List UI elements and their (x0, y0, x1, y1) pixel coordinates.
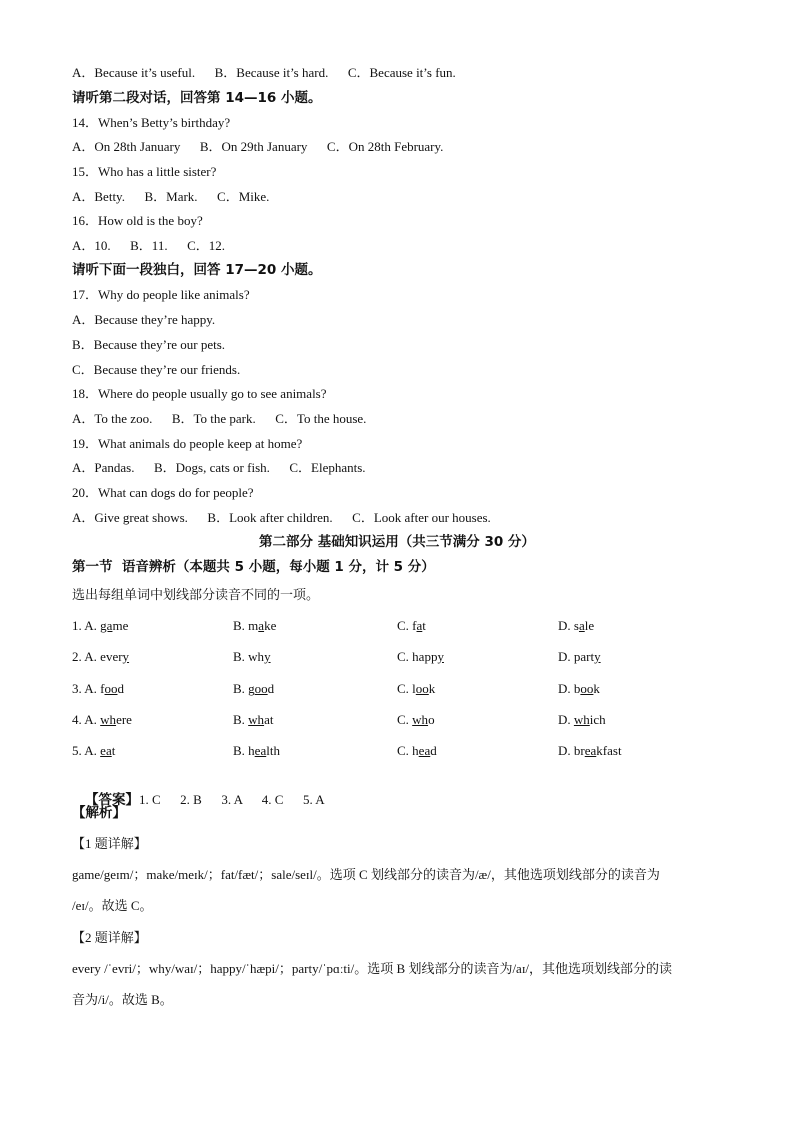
option-prefix: C. (397, 649, 413, 664)
q19-text: 19．What animals do people keep at home? (72, 436, 303, 451)
word-part: t (422, 618, 426, 633)
word-part: ich (589, 712, 606, 727)
phonetic-option (558, 742, 622, 760)
phonetic-option (397, 711, 435, 729)
underlined-part: wh (412, 712, 429, 727)
detail-1-line-2: /eɪ/。故选 C。 (72, 898, 153, 913)
option-prefix: D. (558, 681, 574, 696)
q15-options: A．Betty. B．Mark. C．Mike. (72, 189, 270, 204)
word-part: me (112, 618, 129, 633)
underlined-part: ga (100, 618, 113, 633)
word-part: br (573, 743, 585, 758)
phonetic-option (233, 680, 274, 698)
word-part: d (267, 681, 275, 696)
option-prefix: 1. A. (72, 618, 101, 633)
phonetic-option (72, 648, 129, 666)
word-part: m (248, 618, 259, 633)
option-prefix: D. (558, 743, 574, 758)
word-part: part (573, 649, 595, 664)
q14-text: 14．When’s Betty’s birthday? (72, 115, 231, 130)
word-part: t (111, 743, 116, 758)
option-prefix: B. (233, 712, 249, 727)
q20-options: A．Give great shows. B．Look after children. C．Look after our houses. (72, 510, 491, 525)
q16-options: A．10. B．11. C．12. (72, 238, 225, 253)
word-part: happ (412, 649, 438, 664)
word-part: wh (248, 649, 265, 664)
underlined-part: ea (418, 743, 431, 758)
phonetic-option (397, 742, 437, 760)
answer-label: 【答案】 (85, 792, 139, 808)
detail-1-line-1: game/geɪm/；make/meɪk/；fat/fæt/；sale/seɪl/。选项 C 划线部分的读音为/æ/，其他选项划线部分的读音为 (72, 867, 660, 882)
q20-text: 20．What can dogs do for people? (72, 485, 254, 500)
underlined-part: a (258, 618, 265, 633)
underlined-part: wh (573, 712, 590, 727)
phonetic-option (397, 680, 435, 698)
q14-options: A．On 28th January B．On 29th January C．On 28th February. (72, 139, 444, 154)
option-prefix: C. (397, 743, 413, 758)
word-part: h (412, 743, 419, 758)
option-prefix: C. (397, 618, 413, 633)
underlined-part: y (594, 649, 601, 664)
option-prefix: C. (397, 681, 413, 696)
option-prefix: B. (233, 743, 249, 758)
underlined-part: wh (248, 712, 265, 727)
underlined-part: y (122, 649, 130, 664)
analysis-label: 【解析】 (72, 805, 126, 821)
answer-values: 1. C 2. B 3. A 4. C 5. A (139, 792, 325, 807)
underlined-part: oo (254, 681, 268, 696)
option-prefix: B. (233, 681, 249, 696)
phonetic-option (233, 742, 280, 760)
word-part: d (117, 681, 125, 696)
word-part: h (248, 743, 255, 758)
option-prefix: 2. A. (72, 649, 101, 664)
section-3-title: 请听下面一段独白，回答 17—20 小题。 (72, 262, 322, 278)
phonetic-option (72, 711, 132, 729)
word-part: le (584, 618, 595, 633)
word-part: k (593, 681, 600, 696)
q19-options: A．Pandas. B．Dogs, cats or fish. C．Elephants. (72, 460, 366, 475)
q17-text: 17．Why do people like animals? (72, 287, 250, 302)
phonetic-option (397, 617, 426, 635)
word-part: lth (266, 743, 280, 758)
phonetic-option (558, 680, 600, 698)
word-part: ke (264, 618, 277, 633)
word-part: f (100, 681, 105, 696)
q16-text: 16．How old is the boy? (72, 213, 203, 228)
underlined-part: ea (584, 743, 597, 758)
underlined-part: ea (254, 743, 267, 758)
underlined-part: y (264, 649, 271, 664)
phonetic-option (233, 617, 276, 635)
underlined-part: a (416, 618, 423, 633)
underlined-part: y (437, 649, 444, 664)
word-part: b (573, 681, 581, 696)
word-part: o (428, 712, 435, 727)
q18-options: A．To the zoo. B．To the park. C．To the house. (72, 411, 367, 426)
underlined-part: ea (100, 743, 112, 758)
phonetic-option (558, 711, 606, 729)
underlined-part: oo (104, 681, 118, 696)
phonetic-option (72, 742, 115, 760)
phonetic-option (558, 648, 601, 666)
q17-option-a: A．Because they’re happy. (72, 312, 216, 327)
underlined-part: oo (580, 681, 594, 696)
section-1-heading: 第一节 语音辨析（本题共 5 小题，每小题 1 分，计 5 分） (72, 559, 435, 575)
q13-options: A．Because it’s useful. B．Because it’s hard. C．Because it’s fun. (72, 65, 456, 80)
word-part: ever (100, 649, 123, 664)
underlined-part: oo (415, 681, 429, 696)
phonetic-option (72, 680, 124, 698)
word-part: kfast (596, 743, 622, 758)
word-part: k (428, 681, 436, 696)
option-prefix: B. (233, 649, 249, 664)
option-prefix: C. (397, 712, 413, 727)
word-part: f (412, 618, 417, 633)
phonetic-option (558, 617, 594, 635)
detail-2-line-1: every /ˈevri/；why/waɪ/；happy/ˈhæpi/；party/ˈpɑːti/。选项 B 划线部分的读音为/aɪ/，其他选项划线部分的读 (72, 961, 673, 976)
q17-option-b: B．Because they’re our pets. (72, 337, 226, 352)
word-part: ere (116, 712, 132, 727)
q18-text: 18．Where do people usually go to see animals? (72, 386, 327, 401)
option-prefix: D. (558, 712, 574, 727)
detail-2-line-2: 音为/i/。故选 B。 (72, 992, 173, 1007)
word-part: d (430, 743, 437, 758)
phonetic-option (397, 648, 444, 666)
option-prefix: D. (558, 618, 574, 633)
underlined-part: wh (100, 712, 117, 727)
detail-1-label: 【1 题详解】 (72, 836, 147, 851)
option-prefix: B. (233, 618, 249, 633)
option-prefix: 4. A. (72, 712, 101, 727)
q15-text: 15．Who has a little sister? (72, 164, 217, 179)
phonetic-option (72, 617, 128, 635)
word-part: l (412, 681, 416, 696)
option-prefix: 3. A. (72, 681, 101, 696)
q17-option-c: C．Because they’re our friends. (72, 362, 241, 377)
underlined-part: a (578, 618, 585, 633)
instruction-text: 选出每组单词中划线部分读音不同的一项。 (72, 587, 320, 602)
word-part: s (573, 618, 579, 633)
phonetic-option (233, 648, 271, 666)
section-2-title: 请听第二段对话，回答第 14—16 小题。 (72, 90, 322, 106)
part-2-heading: 第二部分 基础知识运用（共三节满分 30 分） (259, 534, 535, 550)
word-part: at (264, 712, 274, 727)
option-prefix: 5. A. (72, 743, 101, 758)
detail-2-label: 【2 题详解】 (72, 930, 147, 945)
word-part: g (248, 681, 255, 696)
option-prefix: D. (558, 649, 574, 664)
phonetic-option (233, 711, 273, 729)
